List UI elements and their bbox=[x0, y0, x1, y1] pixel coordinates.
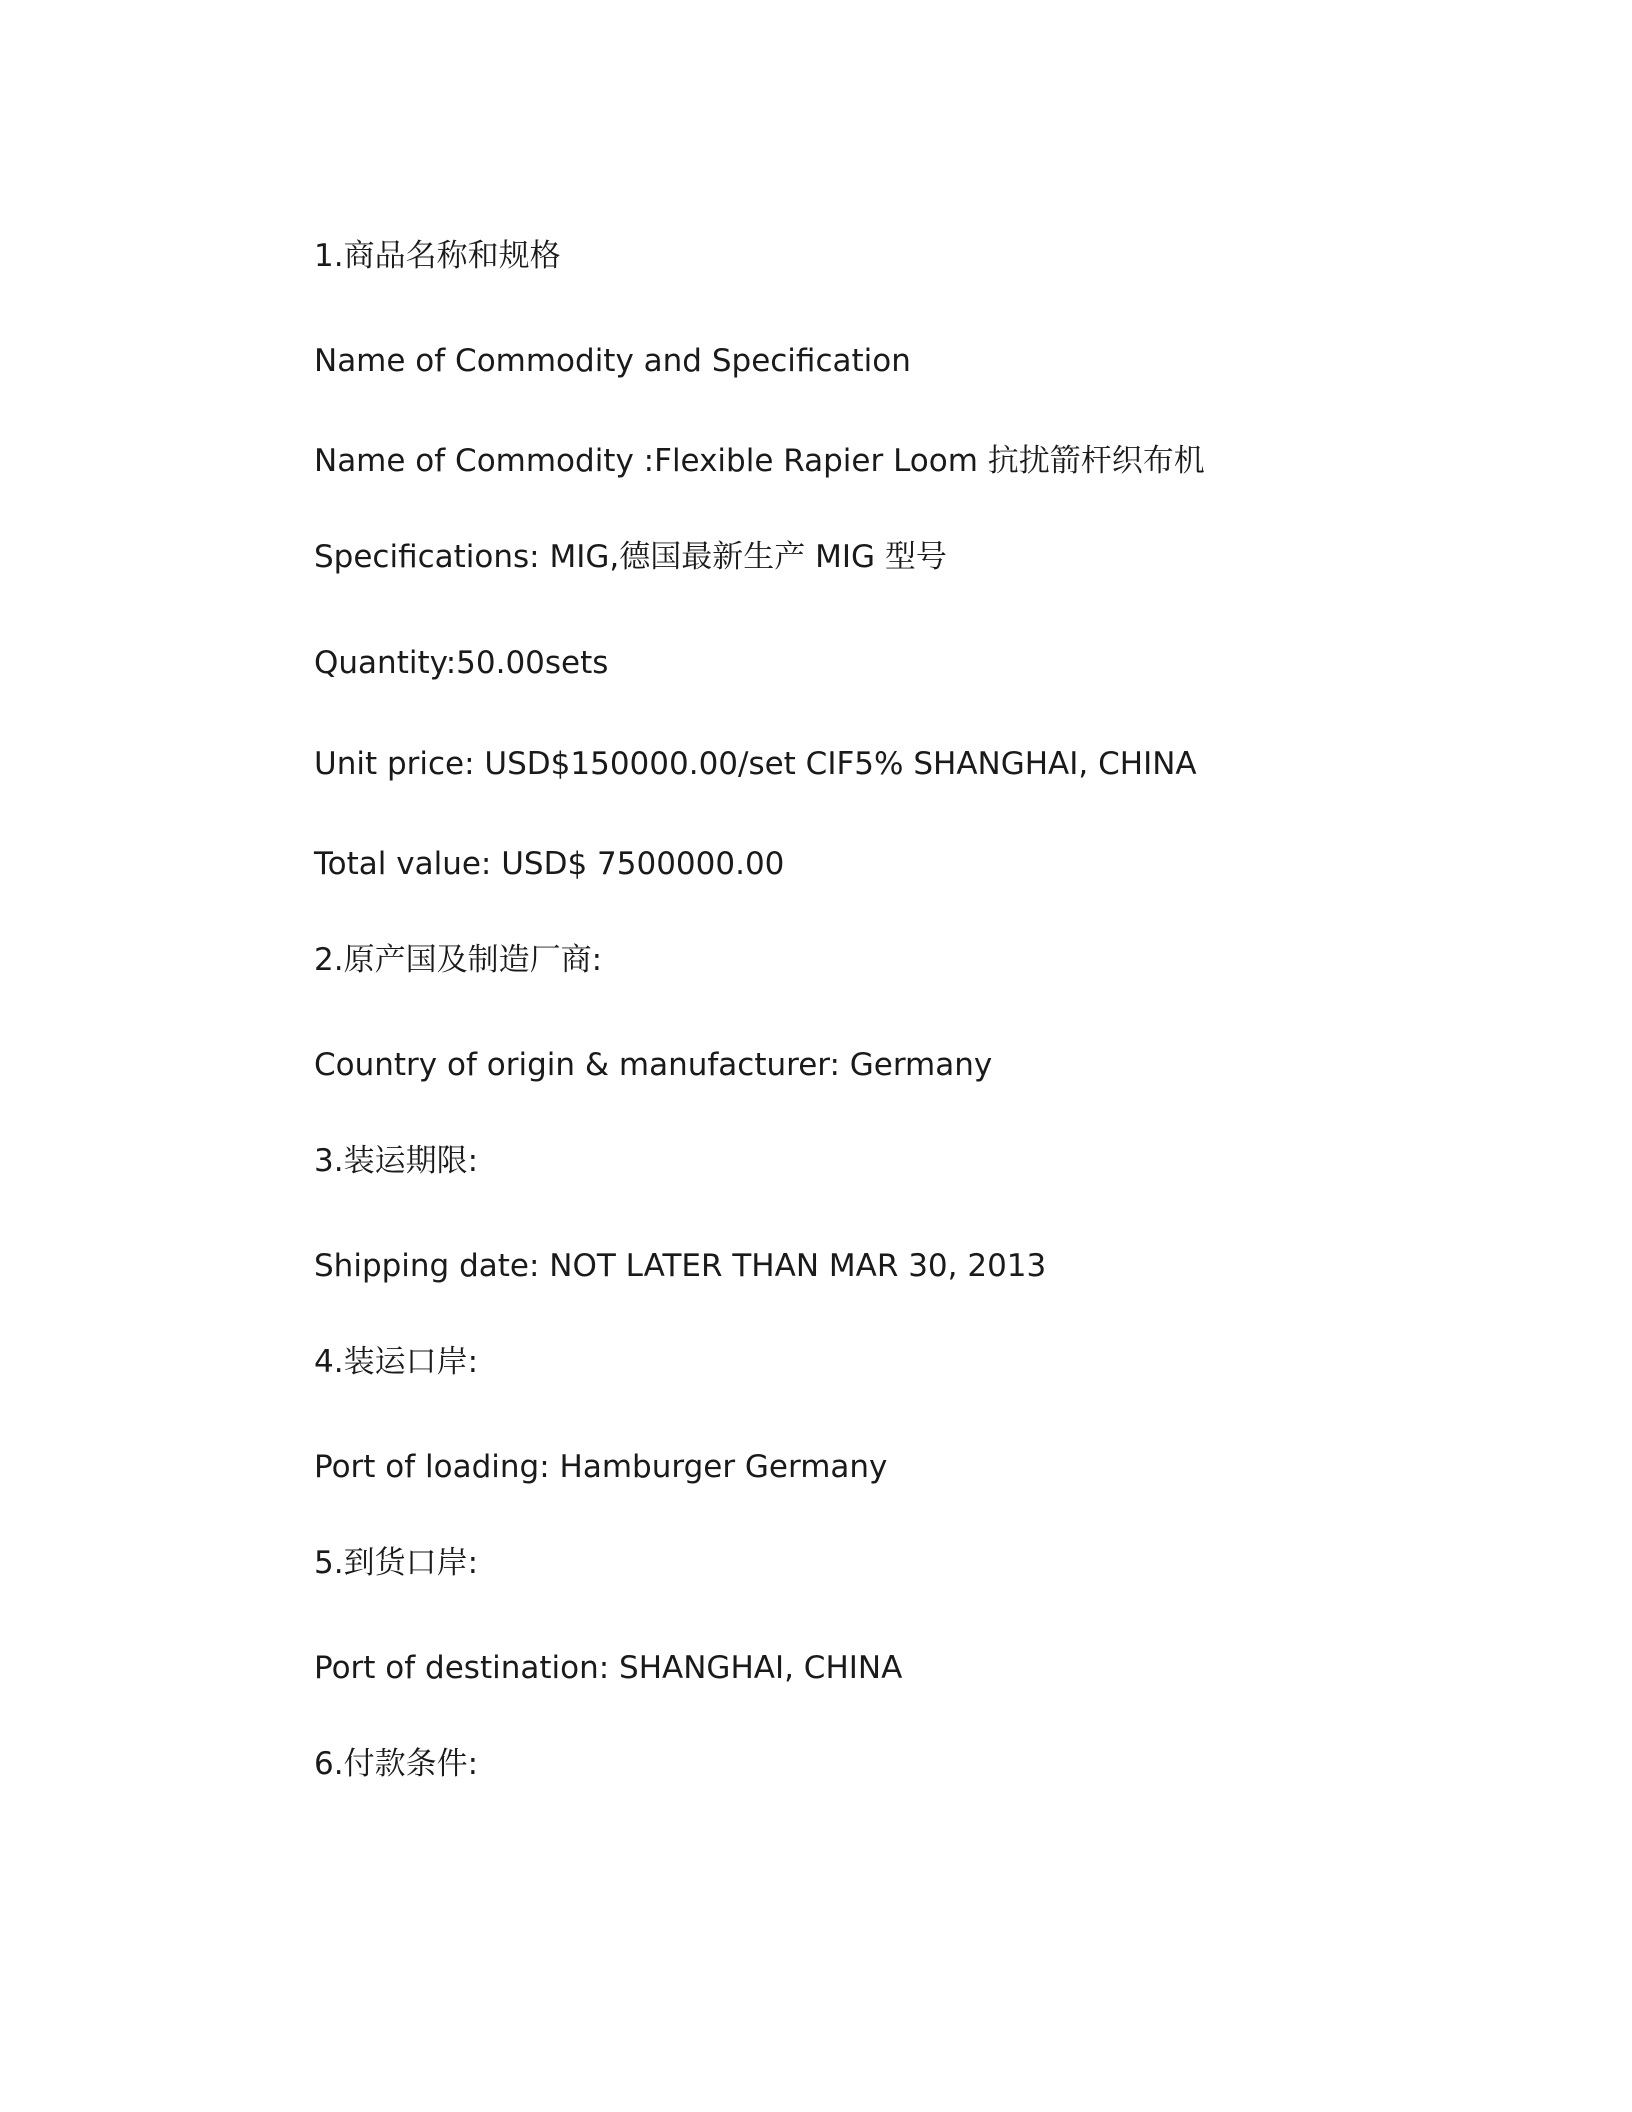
section-4-heading: 4.装运口岸: bbox=[314, 1344, 479, 1380]
shipping-date: Shipping date: NOT LATER THAN MAR 30, 2013 bbox=[314, 1248, 1047, 1284]
commodity-name: Name of Commodity :Flexible Rapier Loom 抗扰箭杆织布机 bbox=[314, 443, 1205, 479]
country-of-origin: Country of origin & manufacturer: Germany bbox=[314, 1047, 993, 1083]
section-2-heading: 2.原产国及制造厂商: bbox=[314, 942, 603, 978]
quantity: Quantity:50.00sets bbox=[314, 645, 609, 681]
commodity-spec-heading: Name of Commodity and Specification bbox=[314, 343, 911, 379]
total-value: Total value: USD$ 7500000.00 bbox=[314, 846, 785, 882]
specifications: Specifications: MIG,德国最新生产 MIG 型号 bbox=[314, 539, 947, 575]
unit-price: Unit price: USD$150000.00/set CIF5% SHANGHAI, CHINA bbox=[314, 746, 1197, 782]
section-3-heading: 3.装运期限: bbox=[314, 1143, 479, 1179]
section-6-heading: 6.付款条件: bbox=[314, 1746, 479, 1782]
port-of-destination: Port of destination: SHANGHAI, CHINA bbox=[314, 1650, 903, 1686]
section-1-heading: 1.商品名称和规格 bbox=[314, 238, 561, 274]
port-of-loading: Port of loading: Hamburger Germany bbox=[314, 1449, 888, 1485]
section-5-heading: 5.到货口岸: bbox=[314, 1545, 479, 1581]
